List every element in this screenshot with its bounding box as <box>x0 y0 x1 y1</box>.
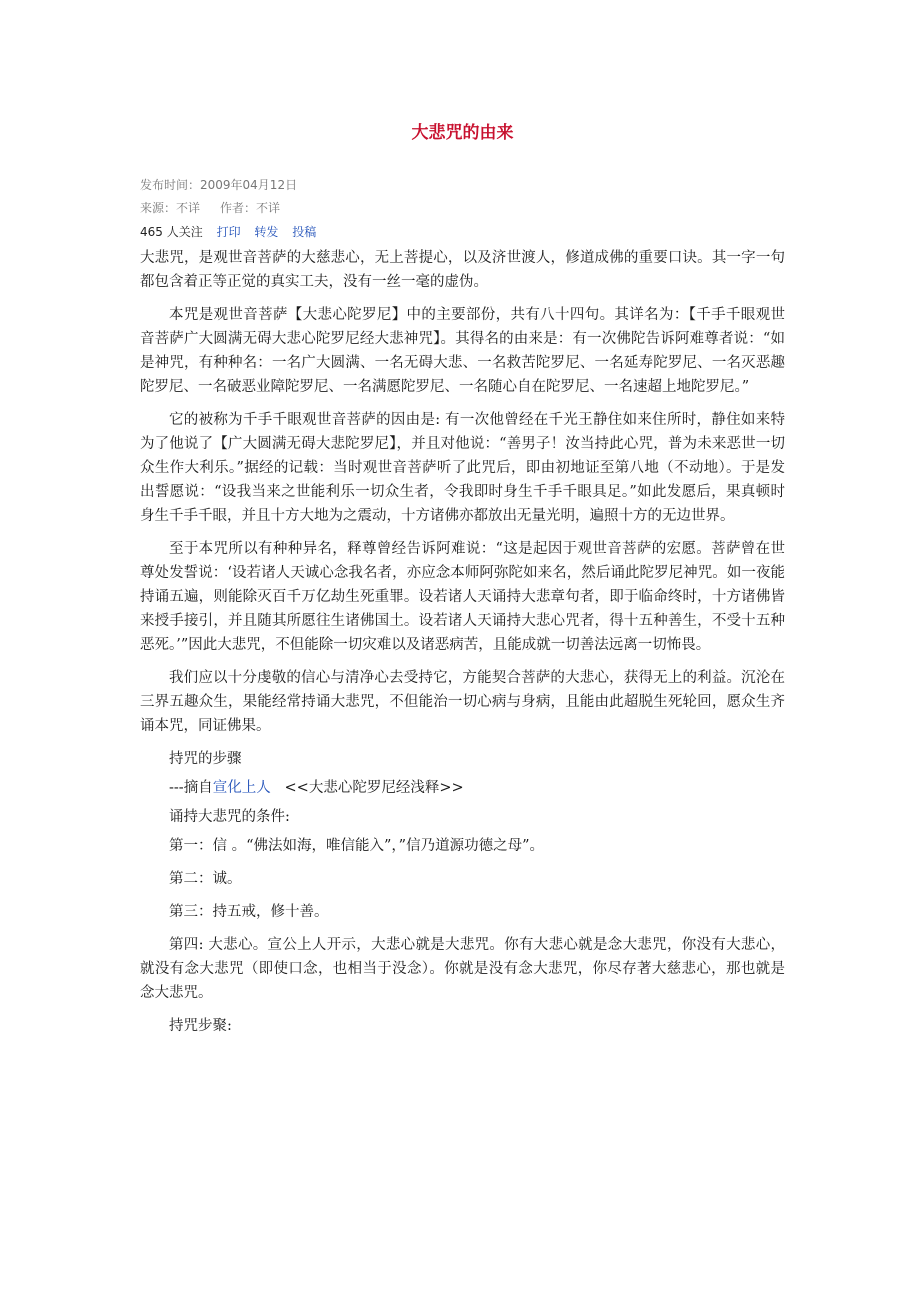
condition-sincerity: 第二：诚。 <box>169 871 242 887</box>
excerpt-book: <<大悲心陀罗尼经浅释>> <box>284 780 464 796</box>
article-title: 大悲咒的由来 <box>411 123 514 143</box>
author-text: 作者：不详 <box>220 201 281 215</box>
excerpt-prefix: ---摘自 <box>169 780 213 796</box>
conditions-heading: 诵持大悲咒的条件: <box>169 809 290 825</box>
publish-time: 发布时间：2009年04月12日 <box>140 178 298 192</box>
submit-link[interactable]: 投稿 <box>292 225 317 239</box>
paragraph-benefits: 我们应以十分虔敬的信心与清净心去受持它，方能契合菩萨的大悲心，获得无上的利益。沉沦在三界五趣众生，果能经常持诵大悲咒，不但能治一切心病与身病，且能由此超脱生死轮回，愿众生齐诵本咒，同证佛果。 <box>140 670 785 734</box>
condition-faith: 第一：信 。“佛法如海，唯信能入”，”信乃道源功德之母”。 <box>169 838 545 854</box>
condition-compassion: 第四: 大悲心。宣公上人开示，大悲心就是大悲咒。你有大悲心就是念大悲咒，你没有大悲心，就没有念大悲咒（即使口念，也相当于没念）。你就是没有念大悲咒，你尽存著大慈悲心，那也就是念大悲咒。 <box>140 937 785 1001</box>
paragraph-intro: 大悲咒，是观世音菩萨的大慈悲心，无上菩提心，以及济世渡人，修道成佛的重要口诀。其一字一句都包含着正等正觉的真实工夫，没有一丝一毫的虚伪。 <box>140 250 785 290</box>
paragraph-thousand-hands: 它的被称为千手千眼观世音菩萨的因由是: 有一次他曾经在千光王静住如来住所时，静住如来特为了他说了【广大圆满无碍大悲陀罗尼】，并且对他说：“善男子！汝当持此心咒，普为未来恶世一切众生作大利乐。”据经的记载：当时观世音菩萨听了此咒后，即由初地证至第八地（不动地）。于是发出誓愿说：“设我当来之世能利乐一切众生者，令我即时身生千手千眼具足。”如此发愿后，果真顿时身生千手千眼，并且十方大地为之震动，十方诸佛亦都放出无量光明，遍照十方的无边世界。 <box>140 412 785 524</box>
follower-count: 465 人关注 <box>140 225 203 239</box>
xuanhua-link[interactable]: 宣化上人 <box>212 780 271 796</box>
condition-precepts: 第三：持五戒，修十善。 <box>169 904 329 920</box>
excerpt-line <box>140 776 785 800</box>
article-actions <box>140 223 316 240</box>
source-author-line <box>140 199 280 216</box>
print-link[interactable]: 打印 <box>216 225 241 239</box>
paragraph-names: 本咒是观世音菩萨【大悲心陀罗尼】中的主要部份，共有八十四句。其详名为：【千手千眼观世音菩萨广大圆满无碍大悲心陀罗尼经大悲神咒】。其得名的由来是：有一次佛陀告诉阿难尊者说：“如是神咒，有种种名：一名广大圆满、一名无碍大悲、一名救苦陀罗尼、一名延寿陀罗尼、一名灭恶趣陀罗尼、一名破恶业障陀罗尼、一名满愿陀罗尼、一名随心自在陀罗尼、一名速超上地陀罗尼。” <box>140 307 785 395</box>
steps-heading: 持咒的步骤 <box>169 751 242 767</box>
procedure-heading: 持咒步聚: <box>169 1018 232 1034</box>
article-body <box>140 246 785 1047</box>
forward-link[interactable]: 转发 <box>254 225 279 239</box>
source-text: 来源：不详 <box>140 201 201 215</box>
paragraph-vows: 至于本咒所以有种种异名，释尊曾经告诉阿难说：“这是起因于观世音菩萨的宏愿。菩萨曾在世尊处发誓说：‘设若诸人天诚心念我名者，亦应念本师阿弥陀如来名，然后诵此陀罗尼神咒。如一夜能持诵五遍，则能除灭百千万亿劫生死重罪。设若诸人天诵持大悲章句者，即于临命终时，十方诸佛皆来授手接引，并且随其所愿往生诸佛国土。设若诸人天诵持大悲心咒者，得十五种善生，不受十五种恶死。’”因此大悲咒，不但能除一切灾难以及诸恶病苦，且能成就一切善法远离一切怖畏。 <box>140 541 785 653</box>
